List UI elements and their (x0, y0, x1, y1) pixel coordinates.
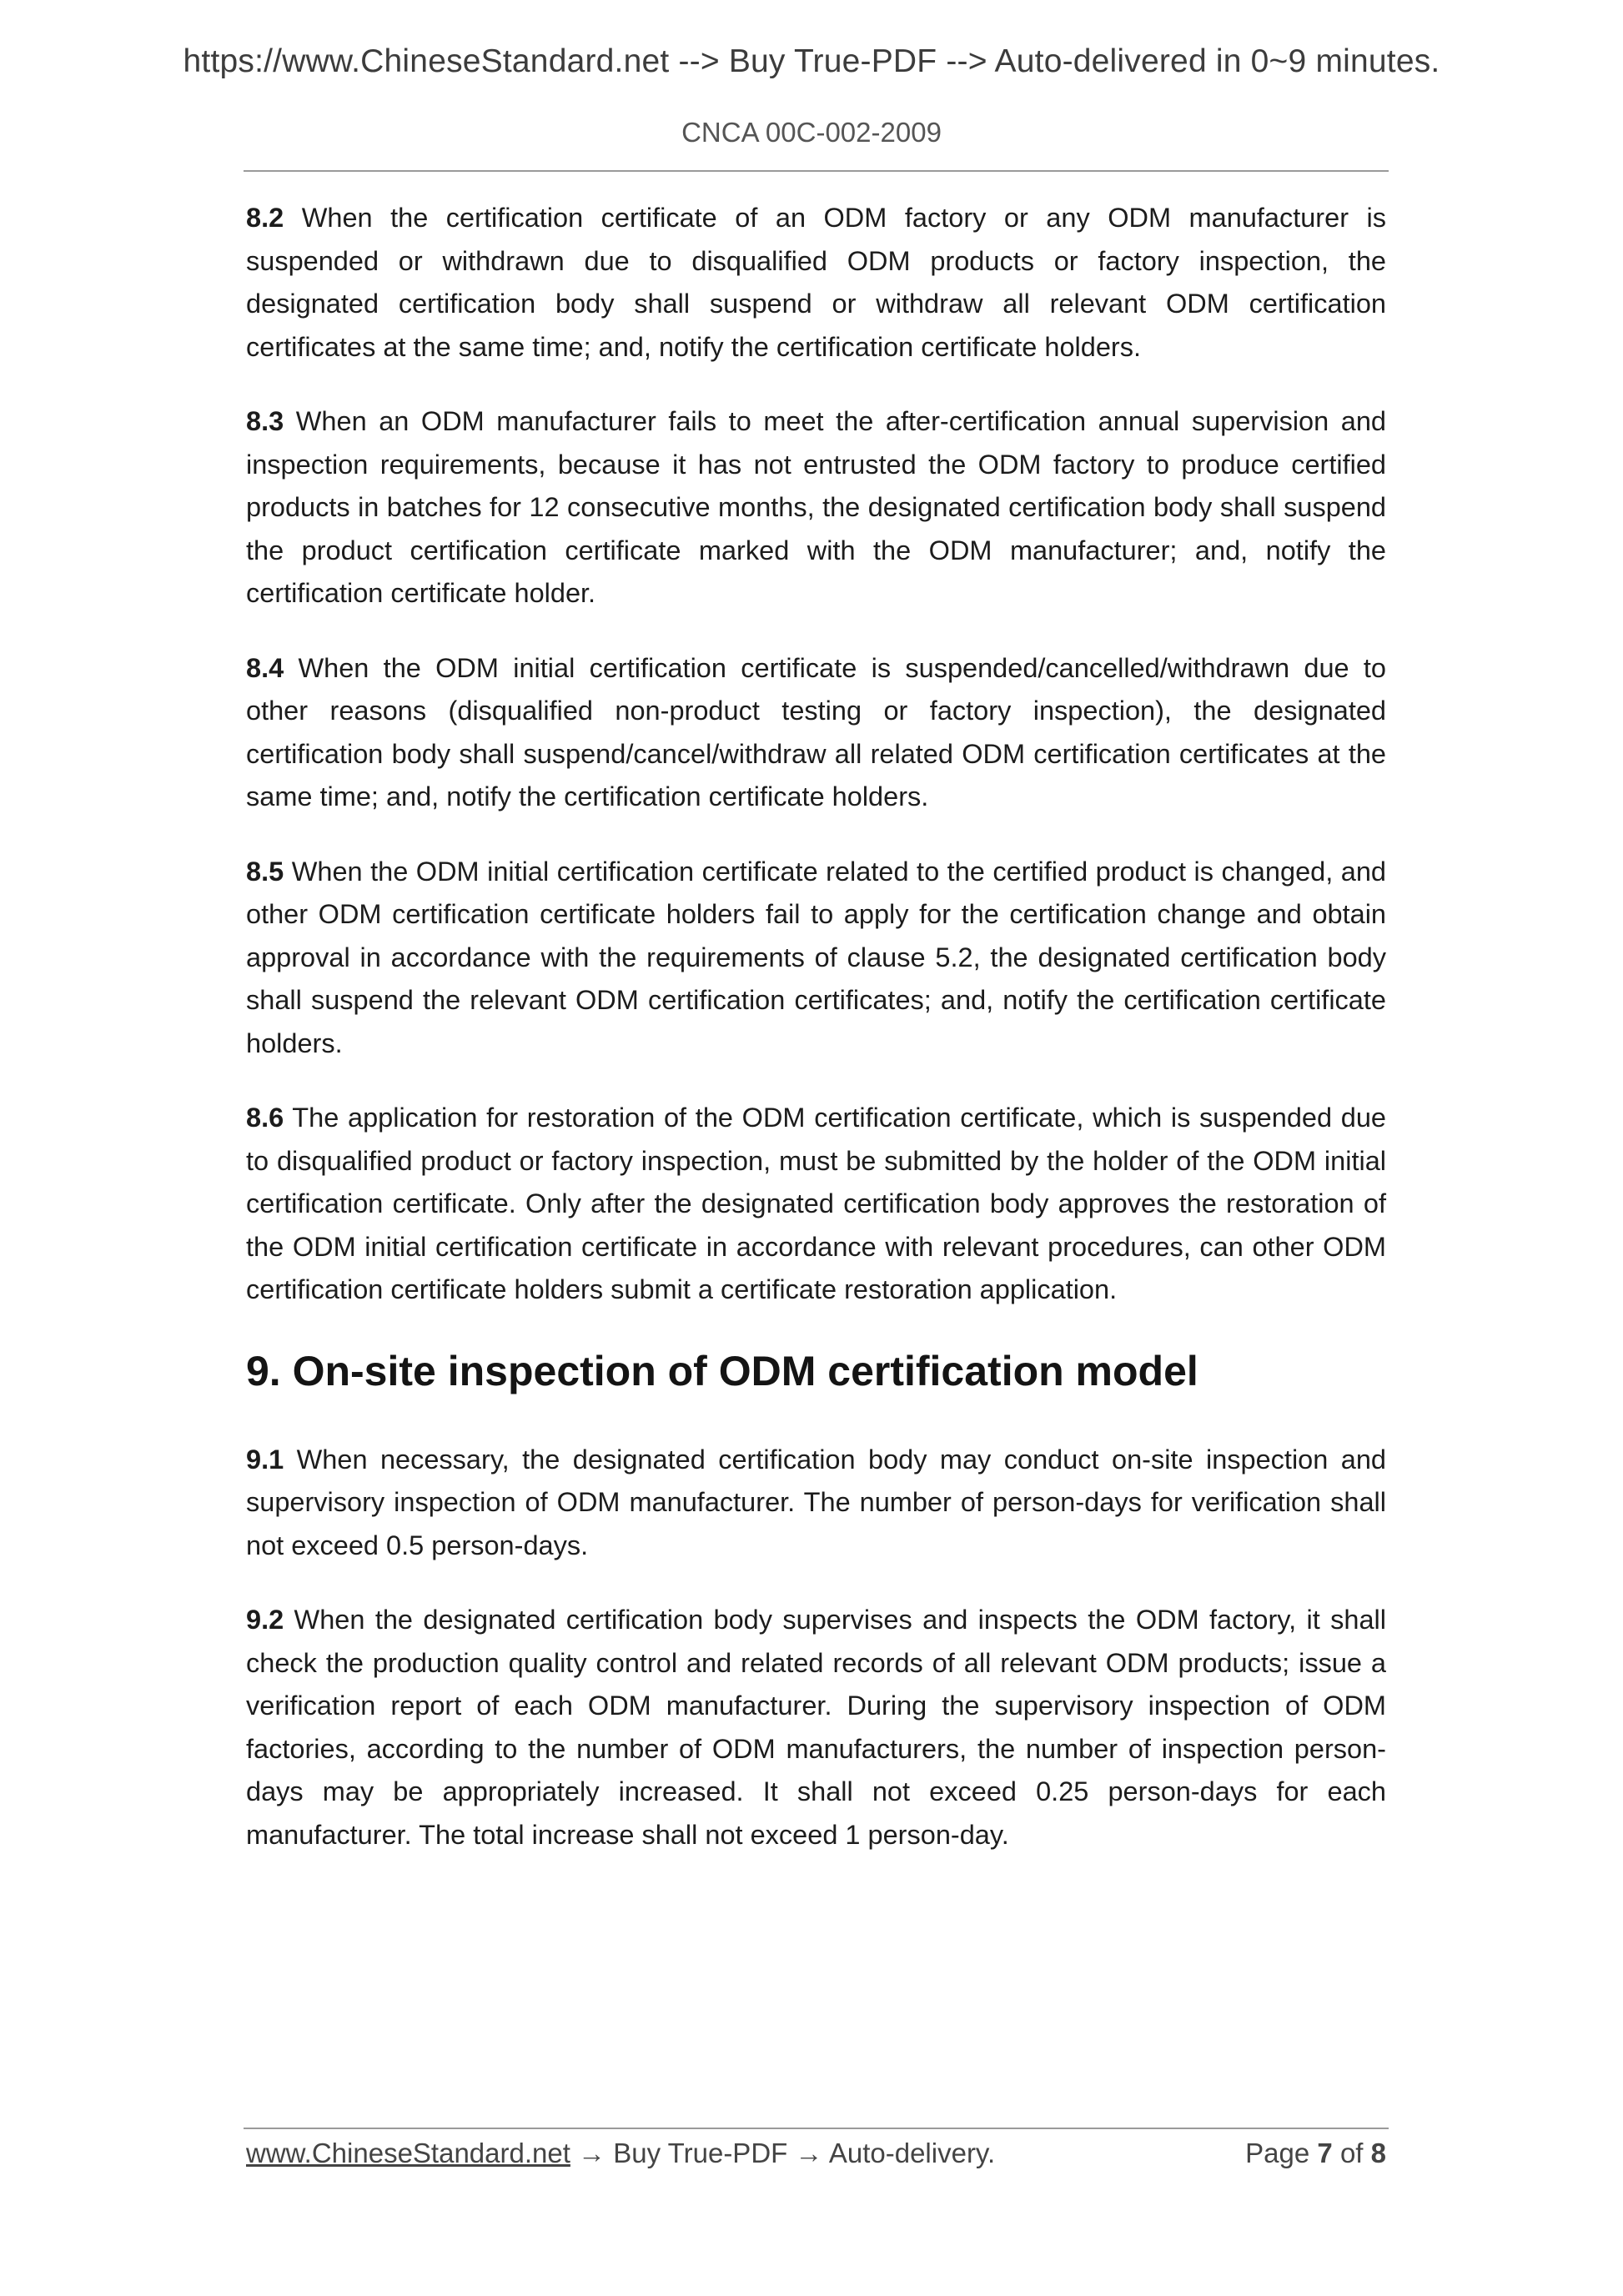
clause-8-3 (246, 400, 1386, 615)
page-label: Page (1245, 2138, 1318, 2168)
footer-buy-text: Buy True-PDF (613, 2138, 788, 2168)
footer-site-link[interactable]: www.ChineseStandard.net (246, 2138, 570, 2168)
document-code: CNCA 00C-002-2009 (681, 117, 942, 148)
page-number: 7 (1317, 2138, 1333, 2168)
clause-number: 8.2 (246, 203, 284, 233)
footer-promo (246, 2134, 995, 2173)
arrow-right-icon: → (787, 2138, 829, 2168)
clause-number: 8.3 (246, 406, 284, 436)
clause-text: When necessary, the designated certification body may conduct on-site inspection and supervisory inspection of ODM manufacturer. The number of person-days for verification shall not exceed 0.5 person-days. (246, 1444, 1386, 1560)
clause-text: The application for restoration of the ODM certification certificate, which is suspended due to disqualified product or factory inspection, must be submitted by the holder of the ODM initial certification certificate. Only after the designated certification body approves the restoration of the ODM initial certification certificate in accordance with relevant procedures, can other ODM certification certificate holders submit a certificate restoration application. (246, 1103, 1386, 1304)
clause-9-2 (246, 1599, 1386, 1856)
site-banner: https://www.ChineseStandard.net --> Buy True-PDF --> Auto-delivered in 0~9 minutes. (183, 43, 1440, 79)
page-indicator (1245, 2134, 1386, 2173)
clause-number: 8.5 (246, 856, 284, 887)
footer-divider (244, 2128, 1389, 2129)
section-9-heading: 9. On-site inspection of ODM certification model (246, 1347, 1198, 1394)
clause-text: When the certification certificate of an ODM factory or any ODM manufacturer is suspended or withdrawn due to disqualified ODM products or factory inspection, the designated certification body shall suspend or withdraw all relevant ODM certification certificates at the same time; and, notify the certification certificate holders. (246, 203, 1386, 362)
clause-8-2 (246, 197, 1386, 369)
clause-number: 9.2 (246, 1605, 284, 1635)
clause-text: When the ODM initial certification certificate is suspended/cancelled/withdrawn due to other reasons (disqualified non-product testing or factory inspection), the designated certification body shall suspend/cancel/withdraw all related ODM certification certificates at the same time; and, notify the certification certificate holders. (246, 652, 1386, 811)
footer-auto-text: Auto-delivery. (828, 2138, 996, 2168)
page-body (246, 197, 1386, 1888)
clause-text: When an ODM manufacturer fails to meet the after-certification annual supervision and inspection requirements, because it has not entrusted the ODM factory to produce certified products in batches for 12 consecutive months, the designated certification body shall suspend the product certification certificate marked with the ODM manufacturer; and, notify the certification certificate holder. (246, 406, 1386, 608)
clause-8-4 (246, 647, 1386, 819)
header-divider (244, 170, 1389, 172)
clause-text: When the ODM initial certification certificate related to the certified product is changed, and other ODM certification certificate holders fail to apply for the certification change and obtain approval in accordance with the requirements of clause 5.2, the designated certification body shall suspend the relevant ODM certification certificates; and, notify the certification certificate holders. (246, 856, 1386, 1058)
clause-text: When the designated certification body supervises and inspects the ODM factory, it shall check the production quality control and related records of all relevant ODM products; issue a verification report of each ODM manufacturer. During the supervisory inspection of ODM factories, according to the number of ODM manufacturers, the number of inspection person-days may be appropriately increased. It shall not exceed 0.25 person-days for each manufacturer. The total increase shall not exceed 1 person-day. (246, 1605, 1386, 1850)
page-total: 8 (1370, 2138, 1386, 2168)
clause-number: 8.6 (246, 1103, 284, 1133)
clause-number: 8.4 (246, 652, 284, 683)
clause-8-5 (246, 851, 1386, 1066)
clause-9-1 (246, 1439, 1386, 1568)
page-of-label: of (1332, 2138, 1371, 2168)
arrow-right-icon: → (570, 2138, 614, 2168)
clause-8-6 (246, 1097, 1386, 1312)
clause-number: 9.1 (246, 1444, 284, 1475)
